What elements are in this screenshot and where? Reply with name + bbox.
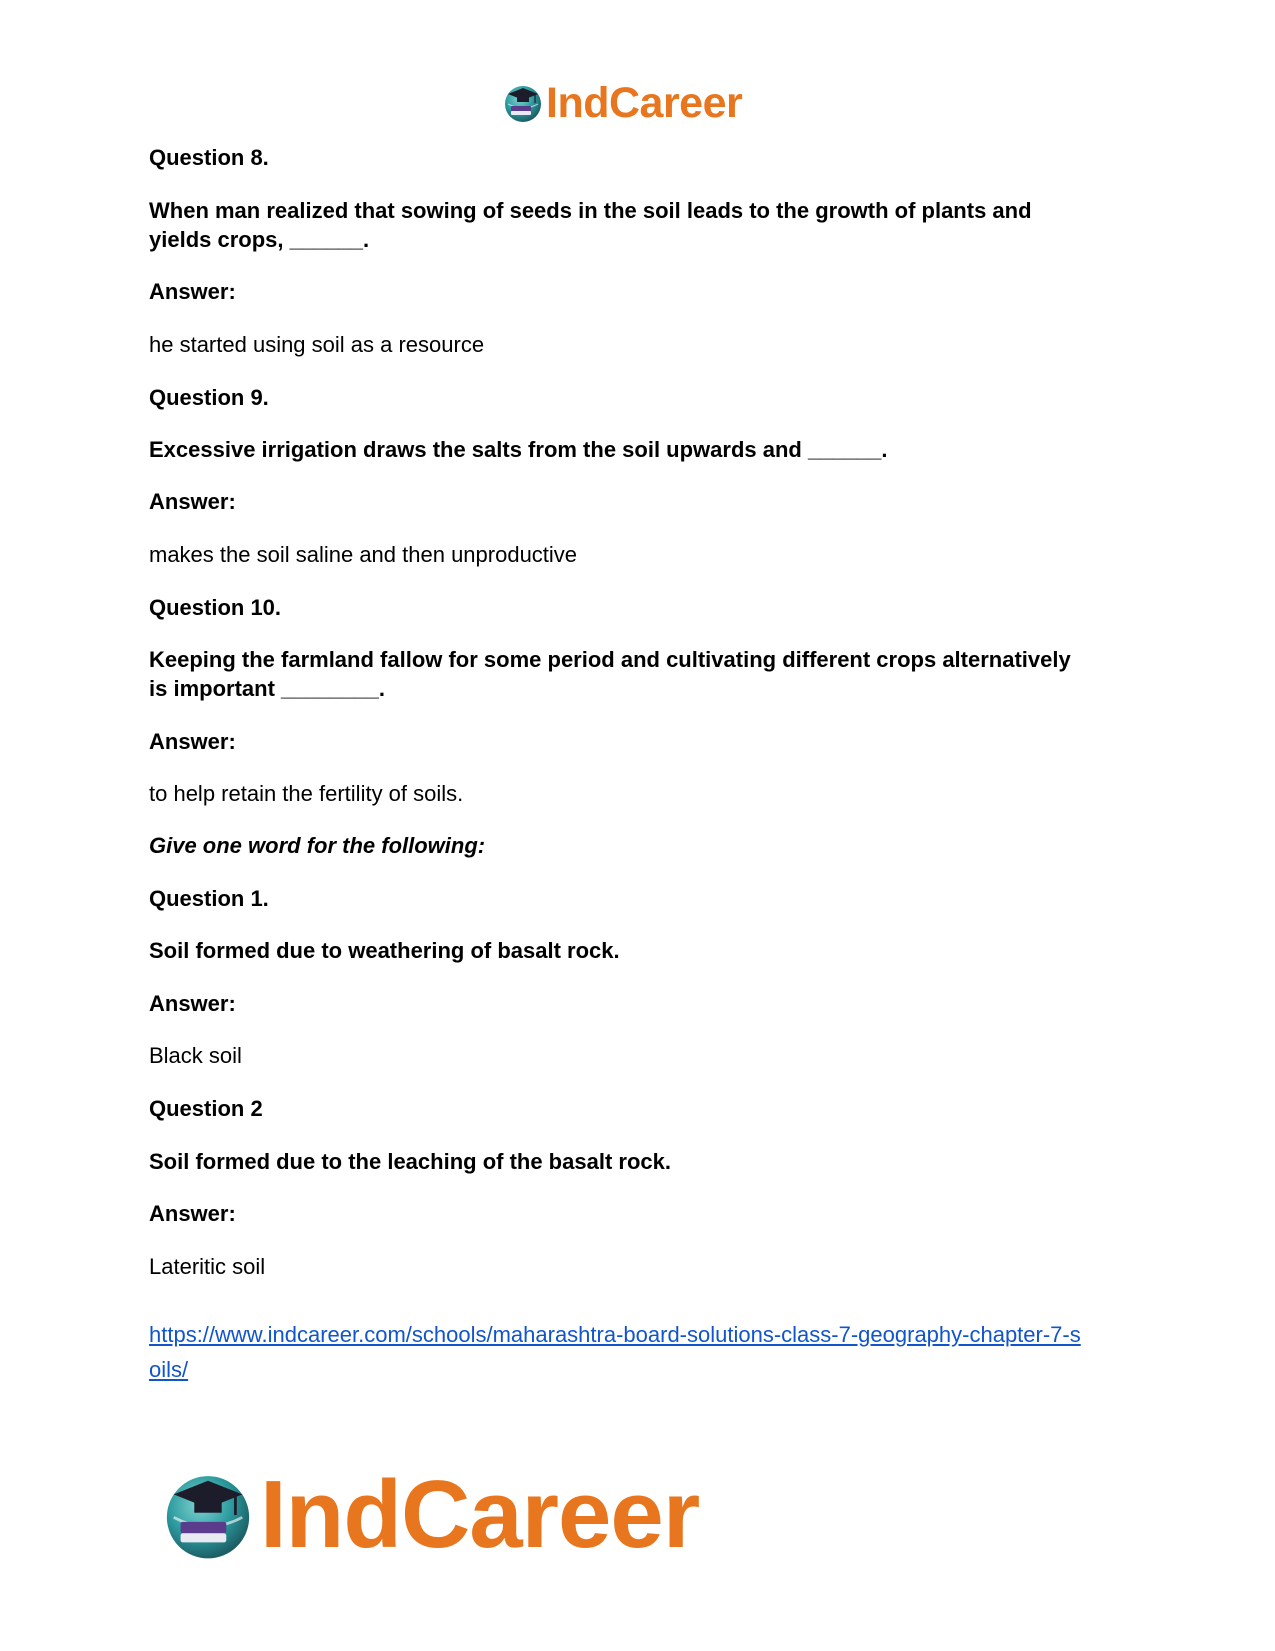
source-link[interactable]: https://www.indcareer.com/schools/maharashtra-board-solutions-class-7-geography-chapter-7-s	[149, 1322, 1081, 1347]
answer-text: Lateritic soil	[149, 1254, 266, 1279]
section-heading: Give one word for the following:	[149, 833, 486, 858]
question-label: Question 2	[149, 1096, 263, 1121]
source-link-continued[interactable]: oils/	[149, 1357, 189, 1382]
question-label: Question 8.	[149, 145, 269, 170]
logo-wordmark: IndCareer	[260, 1461, 700, 1568]
answer-label: Answer:	[149, 729, 236, 754]
answer-label: Answer:	[149, 489, 236, 514]
answer-text: Black soil	[149, 1043, 242, 1068]
answer-text: makes the soil saline and then unproductive	[149, 542, 578, 567]
indcareer-logo-footer	[160, 1460, 699, 1570]
answer-label: Answer:	[149, 279, 236, 304]
logo-wordmark: IndCareer	[546, 78, 743, 127]
graduation-globe-icon	[160, 1467, 256, 1563]
question-text: is important ________.	[149, 676, 386, 701]
question-text: When man realized that sowing of seeds in the soil leads to the growth of plants and	[149, 198, 1032, 223]
question-text: Keeping the farmland fallow for some period and cultivating different crops alternatively	[149, 647, 1071, 672]
question-label: Question 9.	[149, 385, 269, 410]
question-text: yields crops, ______.	[149, 227, 370, 252]
answer-label: Answer:	[149, 991, 236, 1016]
graduation-globe-icon	[502, 82, 544, 124]
answer-text: he started using soil as a resource	[149, 332, 485, 357]
answer-label: Answer:	[149, 1201, 236, 1226]
question-text: Excessive irrigation draws the salts from the soil upwards and ______.	[149, 437, 888, 462]
question-text: Soil formed due to weathering of basalt rock.	[149, 938, 620, 963]
answer-text: to help retain the fertility of soils.	[149, 781, 464, 806]
question-label: Question 10.	[149, 595, 282, 620]
question-label: Question 1.	[149, 886, 269, 911]
indcareer-logo-header	[502, 78, 742, 128]
question-text: Soil formed due to the leaching of the basalt rock.	[149, 1149, 671, 1174]
